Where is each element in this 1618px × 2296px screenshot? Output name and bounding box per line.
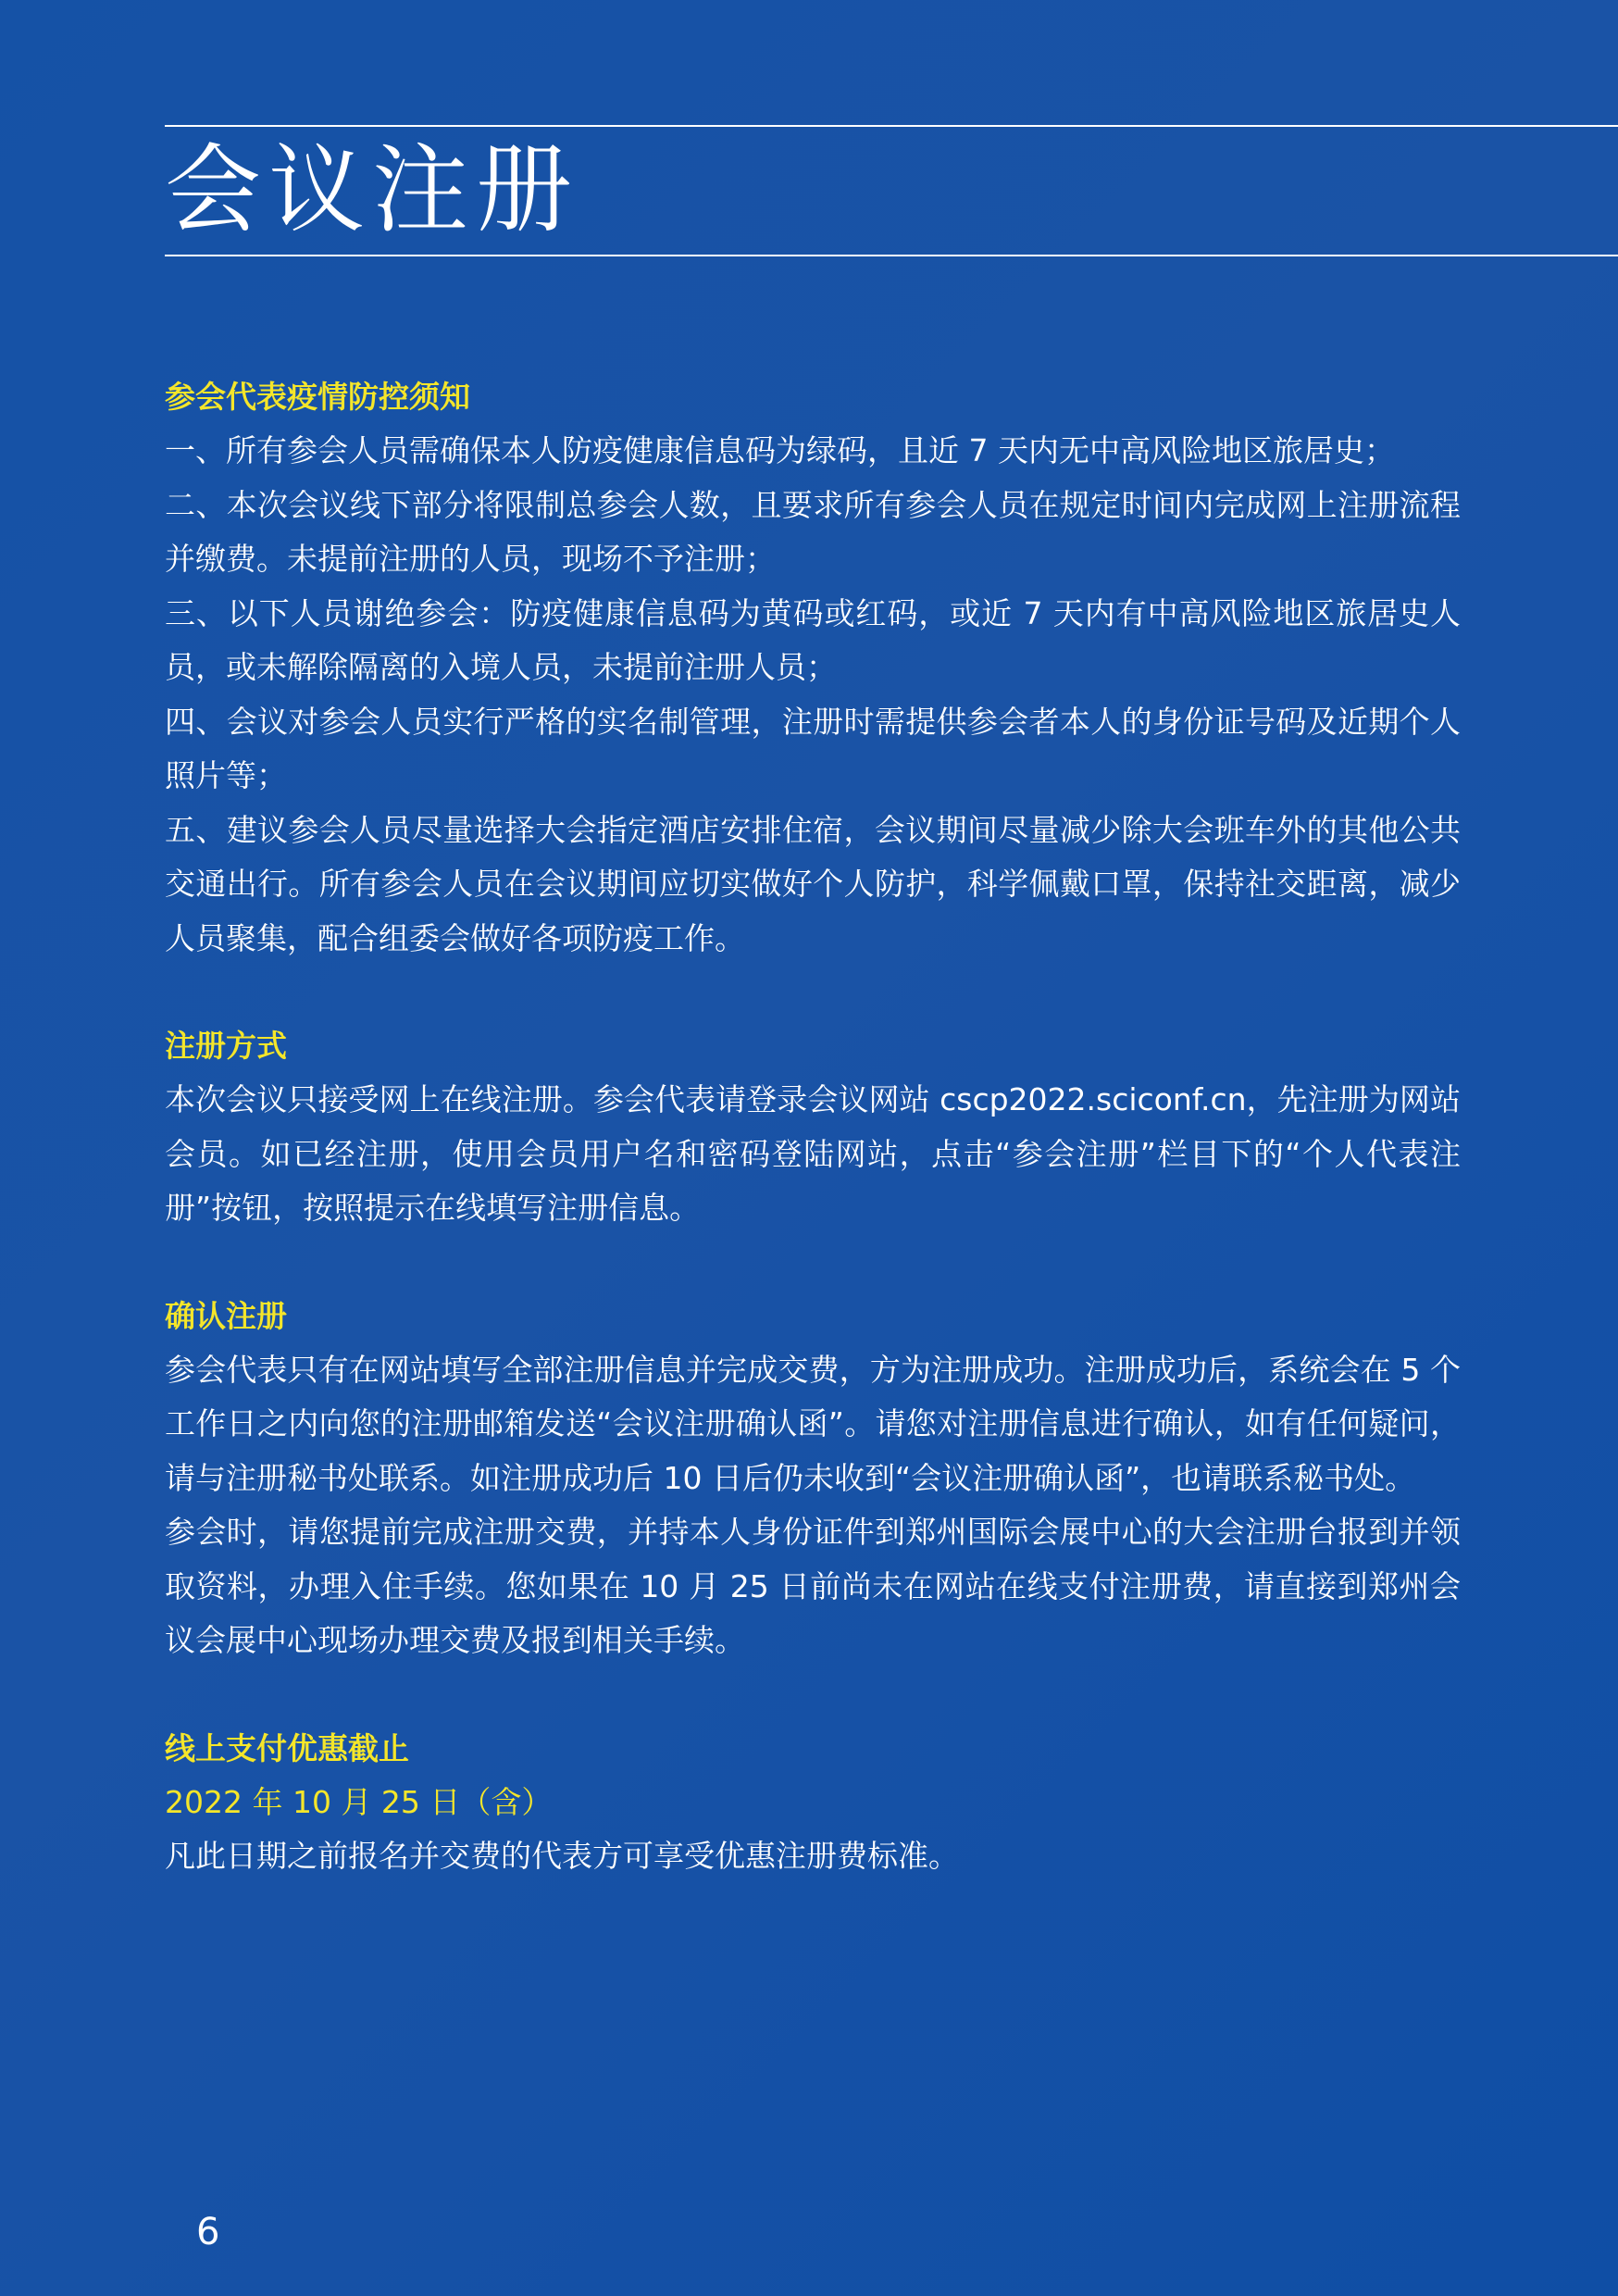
section-heading: 参会代表疫情防控须知 [165,379,470,415]
title-bottom-rule [165,255,1618,256]
title-top-rule [165,125,1618,127]
paragraph: 二、本次会议线下部分将限制总参会人数，且要求所有参会人员在规定时间内完成网上注册流程并缴费。未提前注册的人员，现场不予注册； [165,486,1461,577]
section-heading: 线上支付优惠截止 [165,1729,409,1766]
paragraph: 参会时，请您提前完成注册交费，并持本人身份证件到郑州国际会展中心的大会注册台报到并领取资料，办理入住手续。您如果在 10 月 25 日前尚未在网站在线支付注册费，请直接到郑州会议会展中心现场办理交费及报到相关手续。 [165,1514,1461,1658]
deadline-date: 2022 年 10 月 25 日（含） [165,1783,553,1820]
page-number: 6 [196,2211,220,2253]
paragraph: 三、以下人员谢绝参会：防疫健康信息码为黄码或红码，或近 7 天内有中高风险地区旅居史人员，或未解除隔离的入境人员，未提前注册人员； [165,594,1461,685]
section-epidemic-notice [165,370,1461,966]
section-payment-deadline [165,1722,1461,1884]
paragraph: 四、会议对参会人员实行严格的实名制管理，注册时需提供参会者本人的身份证号码及近期个人照片等； [165,703,1461,793]
section-heading: 确认注册 [165,1297,287,1334]
paragraph: 凡此日期之前报名并交费的代表方可享受优惠注册费标准。 [165,1838,959,1874]
main-content [165,370,1461,1938]
section-confirm-registration [165,1290,1461,1668]
page-title: 会议注册 [165,133,580,246]
paragraph: 一、所有参会人员需确保本人防疫健康信息码为绿码，且近 7 天内无中高风险地区旅居史； [165,432,1395,468]
paragraph: 五、建议参会人员尽量选择大会指定酒店安排住宿，会议期间尽量减少除大会班车外的其他公共交通出行。所有参会人员在会议期间应切实做好个人防护，科学佩戴口罩，保持社交距离，减少人员聚集，配合组委会做好各项防疫工作。 [165,811,1461,956]
paragraph: 参会代表只有在网站填写全部注册信息并完成交费，方为注册成功。注册成功后，系统会在 5 个工作日之内向您的注册邮箱发送“会议注册确认函”。请您对注册信息进行确认，如有任何疑问，请与注册秘书处联系。如注册成功后 10 日后仍未收到“会议注册确认函”，也请联系秘书处。 [165,1351,1461,1496]
section-registration-method [165,1019,1461,1236]
section-heading: 注册方式 [165,1028,287,1064]
paragraph: 本次会议只接受网上在线注册。参会代表请登录会议网站 cscp2022.sciconf.cn，先注册为网站会员。如已经注册，使用会员用户名和密码登陆网站，点击“参会注册”栏目下的“个人代表注册”按钮，按照提示在线填写注册信息。 [165,1081,1461,1226]
